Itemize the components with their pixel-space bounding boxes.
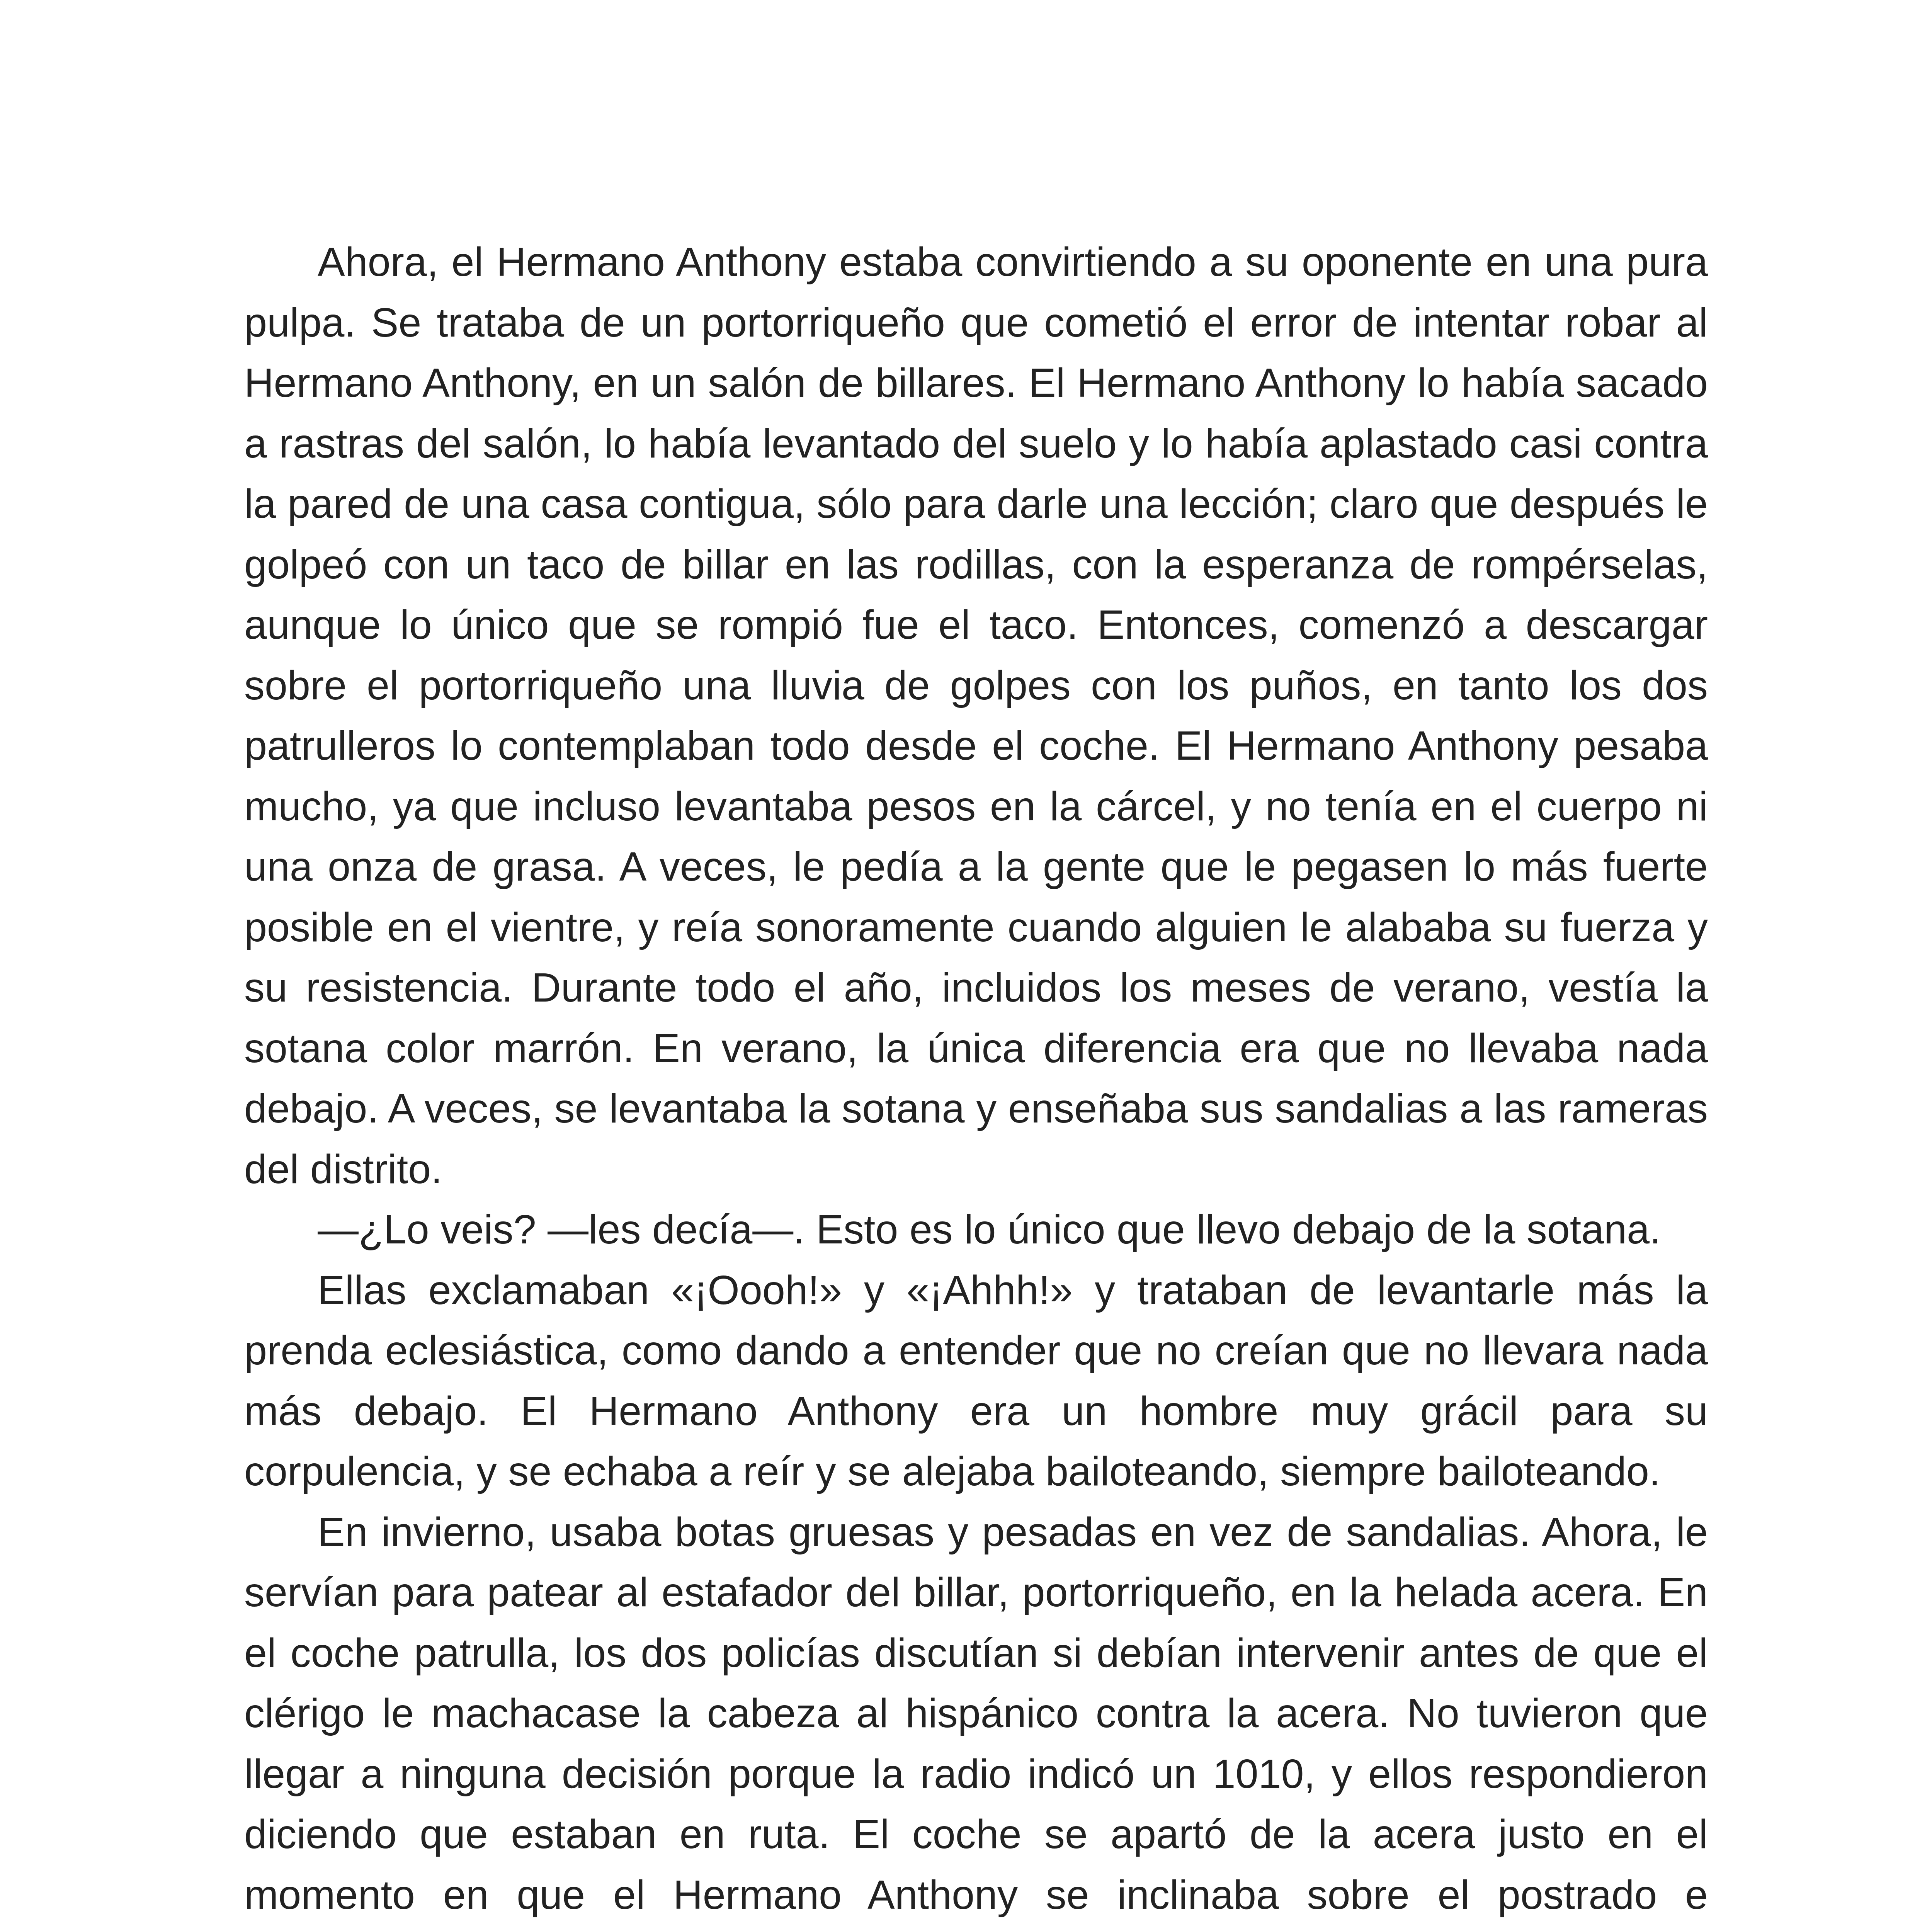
paragraph-3: Ellas exclamaban «¡Oooh!» y «¡Ahhh!» y trataban de levantarle más la prenda eclesiástica, como dando a entender que no creían que no llevara nada más debajo. El Hermano Anthony era un hombre muy grácil para su corpulencia, y se echaba a reír y se alejaba bailoteando, siempre bailoteando. xyxy=(244,1267,1708,1494)
paragraph-1: Ahora, el Hermano Anthony estaba convirtiendo a su oponente en una pura pulpa. Se trataba de un portorriqueño que cometió el error de intentar robar al Hermano Anthony, en un salón de billares. El Hermano Anthony lo había sacado a rastras del salón, lo había levantado del suelo y lo había aplastado casi contra la pared de una casa contigua, sólo para darle una lección; claro que después le golpeó con un taco de billar en las rodillas, con la esperanza de rompérselas, aunque lo único que se rompió fue el taco. Entonces, comenzó a descargar sobre el portorriqueño una lluvia de golpes con los puños, en tanto los dos patrulleros lo contemplaban todo desde el coche. El Hermano Anthony pesaba mucho, ya que incluso levantaba pesos en la cárcel, y no tenía en el cuerpo ni una onza de grasa. A veces, le pedía a la gente que le pegasen lo más fuerte posible en el vientre, y reía sonoramente cuando alguien le alababa su fuerza y su resistencia. Durante todo el año, incluidos los meses de verano, vestía la sotana color marrón. En verano, la única diferencia era que no llevaba nada debajo. A veces, se levantaba la sotana y enseñaba sus sandalias a las rameras del distrito. xyxy=(244,239,1708,1192)
body-text xyxy=(244,232,1708,1932)
paragraph-2: —¿Lo veis? —les decía—. Esto es lo único que llevo debajo de la sotana. xyxy=(318,1207,1661,1252)
paragraph-4: En invierno, usaba botas gruesas y pesadas en vez de sandalias. Ahora, le servían para patear al estafador del billar, portorriqueño, en la helada acera. En el coche patrulla, los dos policías discutían si debían intervenir antes de que el clérigo le machacase la cabeza al hispánico contra la acera. No tuvieron que llegar a ninguna decisión porque la radio indicó un 1010, y ellos respondieron diciendo que estaban en ruta. El coche se apartó de la acera justo en el momento en que el Hermano Anthony se inclinaba sobre el postrado e xyxy=(244,1509,1708,1918)
